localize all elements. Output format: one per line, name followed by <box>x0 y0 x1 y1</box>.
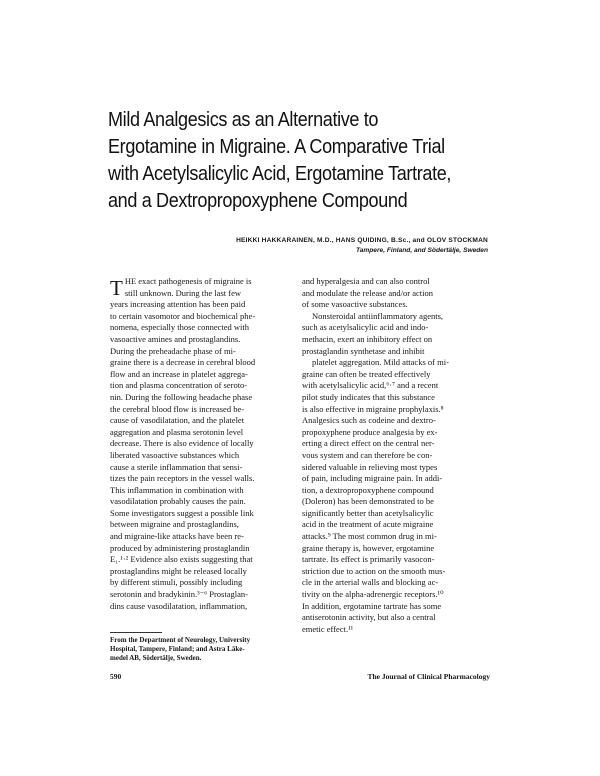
body-line: of pain, including migraine pain. In addi- <box>302 473 443 484</box>
body-line: Nonsteroidal antiinflammatory agents, <box>312 310 444 321</box>
body-line: graine can often be treated effectively <box>302 368 431 379</box>
body-line: striction due to action on the smooth mus- <box>302 565 446 576</box>
body-line: erting a direct effect on the central ner- <box>302 438 435 449</box>
title-line: Ergotamine in Migraine. A Comparative Trial <box>108 135 445 158</box>
body-line: cause a sterile inflammation that sensi- <box>110 461 243 472</box>
body-line: cause of vasodilatation, and the platelet <box>110 415 245 426</box>
body-line: attacks.⁹ The most common drug in mi- <box>302 531 437 542</box>
body-line: nomena, especially those connected with <box>110 322 250 333</box>
body-line: prostaglandins might be released locally <box>110 565 247 576</box>
body-line: to certain vasomotor and biochemical phe- <box>110 310 256 321</box>
body-line: graine there is a decrease in cerebral blood <box>110 357 256 368</box>
body-column-right <box>302 276 490 635</box>
footnote-line: medel AB, Södertälje, Sweden. <box>110 654 202 663</box>
footnote-rule <box>110 632 162 633</box>
body-line: pilot study indicates that this substance <box>302 391 435 402</box>
body-line: dins cause vasodilatation, inflammation, <box>110 600 248 611</box>
body-line: During the preheadache phase of mi- <box>110 345 236 356</box>
body-line: liberated vasoactive substances which <box>110 449 240 460</box>
body-line: vasodilatation probably causes the pain. <box>110 496 246 507</box>
body-line: (Doleron) has been demonstrated to be <box>302 496 434 507</box>
body-line: nin. During the following headache phase <box>110 391 253 402</box>
body-line: with acetylsalicylic acid,⁶·⁷ and a recent <box>302 380 439 391</box>
body-line: vasoactive amines and prostaglandins. <box>110 333 241 344</box>
body-line: between migraine and prostaglandins, <box>110 519 239 530</box>
footnote-line: From the Department of Neurology, University <box>110 636 251 644</box>
body-line: such as acetylsalicylic acid and indo- <box>302 322 429 333</box>
title-line: Mild Analgesics as an Alternative to <box>108 108 379 131</box>
body-line: platelet aggregation. Mild attacks of mi- <box>312 357 449 368</box>
body-line: still unknown. During the last few <box>124 287 241 298</box>
body-line: serotonin and bradykinin.³⁻⁶ Prostaglan- <box>110 589 248 600</box>
body-line: emetic effect.¹¹ <box>302 623 354 634</box>
body-line: tion, a dextropropoxyphene compound <box>302 484 434 495</box>
body-line: prostaglandin synthetase and inhibit <box>302 345 425 356</box>
body-line: decrease. There is also evidence of locally <box>110 438 254 449</box>
body-line: and hyperalgesia and can also control <box>302 276 430 286</box>
body-line: flow and an increase in platelet aggrega- <box>110 368 248 379</box>
body-line: is also effective in migraine prophylaxis.⁸ <box>302 403 444 414</box>
author-affiliation: Tampere, Finland, and Södertälje, Sweden <box>355 247 488 254</box>
body-line: Some investigators suggest a possible link <box>110 507 254 518</box>
body-line: E₁.¹·² Evidence also exists suggesting that <box>110 554 253 565</box>
body-column-left <box>110 276 298 612</box>
page-number: 590 <box>110 672 122 681</box>
body-line: and migraine-like attacks have been re- <box>110 531 244 542</box>
body-line: methacin, exert an inhibitory effect on <box>302 333 433 344</box>
body-line: graine therapy is, however, ergotamine <box>302 542 435 553</box>
body-line: years increasing attention has been paid <box>110 299 246 310</box>
body-line: Analgesics such as codeine and dextro- <box>302 415 436 426</box>
body-line: and modulate the release and/or action <box>302 287 433 298</box>
body-line: by different stimuli, possibly including <box>110 577 243 588</box>
body-line: tion and plasma concentration of seroto- <box>110 380 248 391</box>
footnote-line: Hospital, Tampere, Finland; and Astra Läke- <box>110 645 245 654</box>
body-line: significantly better than acetylsalicylic <box>302 507 434 518</box>
body-line: This inflammation in combination with <box>110 484 244 495</box>
body-line: produced by administering prostaglandin <box>110 542 250 553</box>
body-line: vous system and can therefore be con- <box>302 449 433 460</box>
article-title <box>108 106 469 214</box>
body-line: sidered valuable in relieving most types <box>302 461 438 472</box>
body-line: antiserotonin activity, but also a central <box>302 612 436 623</box>
body-line: of some vasoactive substances. <box>302 299 408 310</box>
body-line: tartrate. Its effect is primarily vasocon- <box>302 554 435 565</box>
title-line: and a Dextropropoxyphene Compound <box>108 189 408 212</box>
drop-cap: T <box>110 276 123 300</box>
affiliation-footnote <box>110 636 300 664</box>
body-line: acid in the treatment of acute migraine <box>302 519 434 530</box>
body-line: HE exact pathogenesis of migraine is <box>124 276 252 286</box>
title-line: with Acetylsalicylic Acid, Ergotamine Tartrate, <box>108 162 452 185</box>
journal-name: The Journal of Clinical Pharmacology <box>367 672 490 681</box>
body-line: aggregation and plasma serotonin level <box>110 426 244 437</box>
author-names: HEIKKI HAKKARAINEN, M.D., HANS QUIDING, B.Sc., and OLOV STOCKMAN <box>236 237 488 244</box>
body-line: propoxyphene produce analgesia by ex- <box>302 426 438 437</box>
body-line: cle in the arterial walls and blocking ac- <box>302 577 439 588</box>
author-block <box>236 236 488 256</box>
body-line: tivity on the alpha-adrenergic receptors.¹⁰ <box>302 589 444 600</box>
body-line: the cerebral blood flow is increased be- <box>110 403 245 414</box>
body-line: In addition, ergotamine tartrate has some <box>302 600 442 611</box>
body-line: tizes the pain receptors in the vessel walls. <box>110 473 255 484</box>
